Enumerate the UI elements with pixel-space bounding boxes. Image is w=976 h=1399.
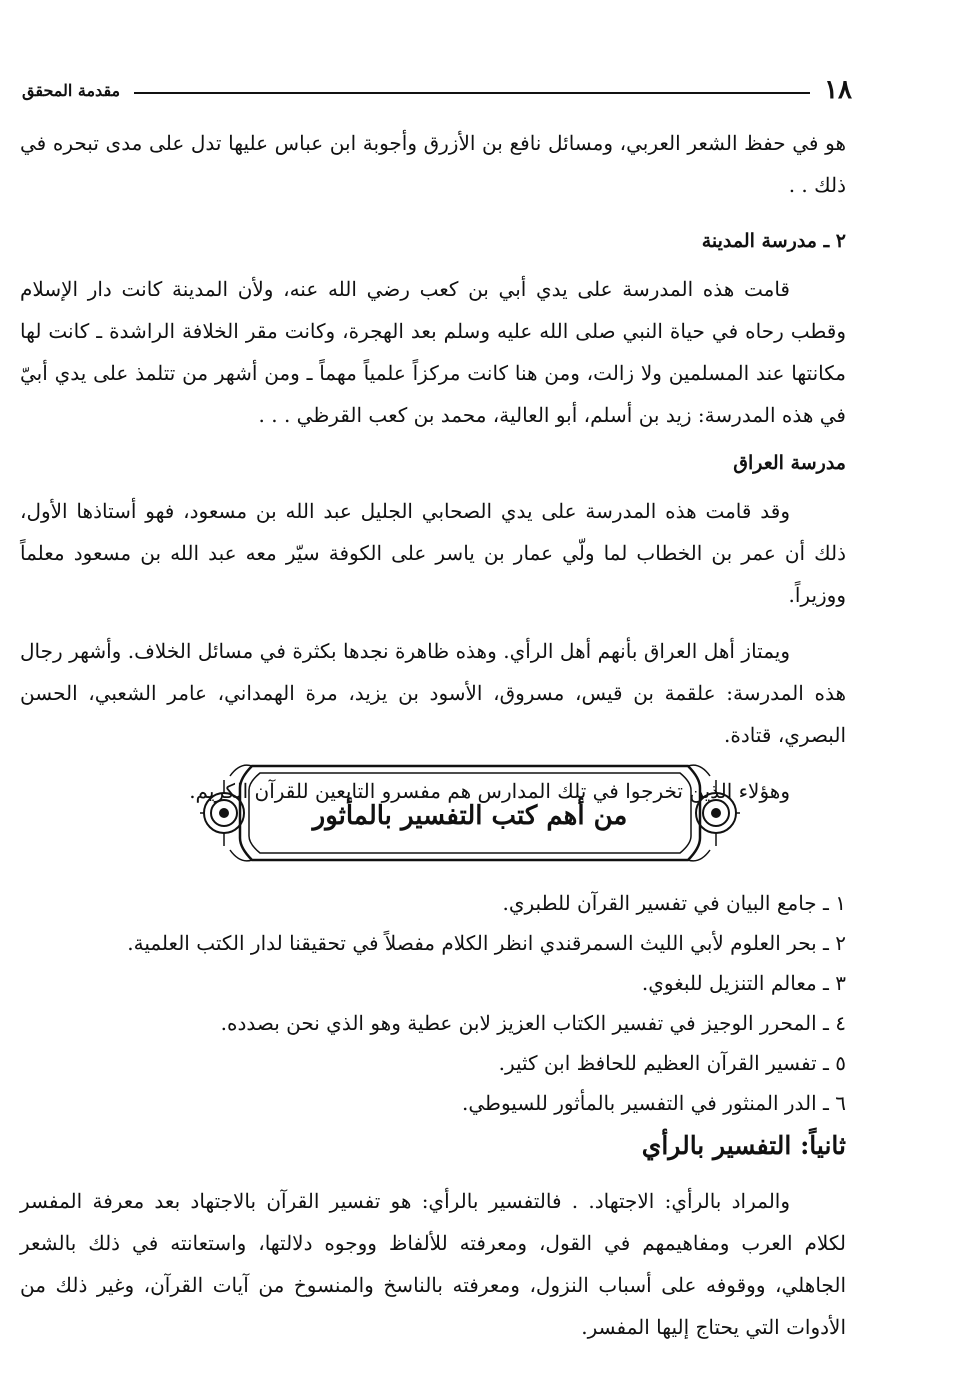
madina-heading: ٢ ـ مدرسة المدينة (701, 230, 846, 252)
ray-heading: ثانياً: التفسير بالرأي (641, 1131, 846, 1160)
list-item: ٦ ـ الدر المنثور في التفسير بالمأثور للسيوطي. (462, 1091, 846, 1115)
list-item: ٤ ـ المحرر الوجيز في تفسير الكتاب العزيز لابن عطية وهو الذي نحن بصدده. (220, 1011, 846, 1035)
iraq-paragraph-3: وهؤلاء الذين تخرجوا في تلك المدارس هم مفسرو التابعين للقرآن الكريم. (189, 779, 790, 803)
iraq-heading: مدرسة العراق (733, 452, 846, 474)
list-item: ٣ ـ معالم التنزيل للبغوي. (641, 971, 846, 995)
page-number: ١٨ (824, 75, 852, 105)
section-banner (200, 758, 740, 868)
book-list (86, 883, 846, 1123)
list-item: ٢ ـ بحر العلوم لأبي الليث السمرقندي انظر الكلام مفصلاً في تحقيقنا لدار الكتب العلمية. (127, 931, 846, 955)
ray-text (20, 1180, 846, 1348)
main-text (20, 122, 846, 812)
madina-paragraph: قامت هذه المدرسة على يدي أبي بن كعب رضي الله عنه، ولأن المدينة كانت دار الإسلام وقطب رحاه في حياة النبي صلى الله عليه وسلم بعد الهجرة، وكانت مقر الخلافة الراشدة ـ كانت لها مكانتها عند المسلمين ولا زالت، ومن هنا كانت مركزاً علمياً مهماً ـ ومن أشهر من تتلمذ على يدي أبيّ في هذه المدرسة: زيد بن أسلم، أبو العالية، محمد بن كعب القرظي . . . (20, 277, 846, 427)
banner-title: من أهم كتب التفسير بالمأثور (312, 801, 628, 831)
list-item: ٥ ـ تفسير القرآن العظيم للحافظ ابن كثير. (498, 1051, 846, 1075)
intro-paragraph: هو في حفظ الشعر العربي، ومسائل نافع بن الأزرق وأجوبة ابن عباس عليها تدل على مدى تبحره في ذلك . . (20, 131, 846, 197)
iraq-paragraph-1: وقد قامت هذه المدرسة على يدي الصحابي الجليل عبد الله بن مسعود، فهو أستاذها الأول، ذلك أن عمر بن الخطاب لما ولّي عمار بن ياسر على الكوفة سيّر معه عبد الله بن مسعود معلماً ووزيراً. (20, 499, 846, 607)
iraq-paragraph-2: ويمتاز أهل العراق بأنهم أهل الرأي. وهذه ظاهرة نجدها بكثرة في مسائل الخلاف. وأشهر رجال هذه المدرسة: علقمة بن قيس، مسروق، الأسود بن يزيد، مرة الهمداني، عامر الشعبي، الحسن البصري، قتادة. (20, 639, 846, 747)
header-rule (134, 92, 810, 94)
list-item: ١ ـ جامع البيان في تفسير القرآن للطبري. (502, 891, 846, 915)
running-header-title: مقدمة المحقق (22, 80, 121, 100)
ray-paragraph: والمراد بالرأي: الاجتهاد. . فالتفسير بالرأي: هو تفسير القرآن بالاجتهاد بعد معرفة المفسر لكلام العرب ومفاهيمهم في القول، ومعرفته للألفاظ ووجوه دلالتها، واستعانته في ذلك بالشعر الجاهلي، ووقوفه على أسباب النزول، ومعرفته بالناسخ والمنسوخ من آيات القرآن، وغير ذلك من الأدوات التي يحتاج إليها المفسر. (20, 1189, 846, 1339)
running-header (22, 70, 852, 110)
